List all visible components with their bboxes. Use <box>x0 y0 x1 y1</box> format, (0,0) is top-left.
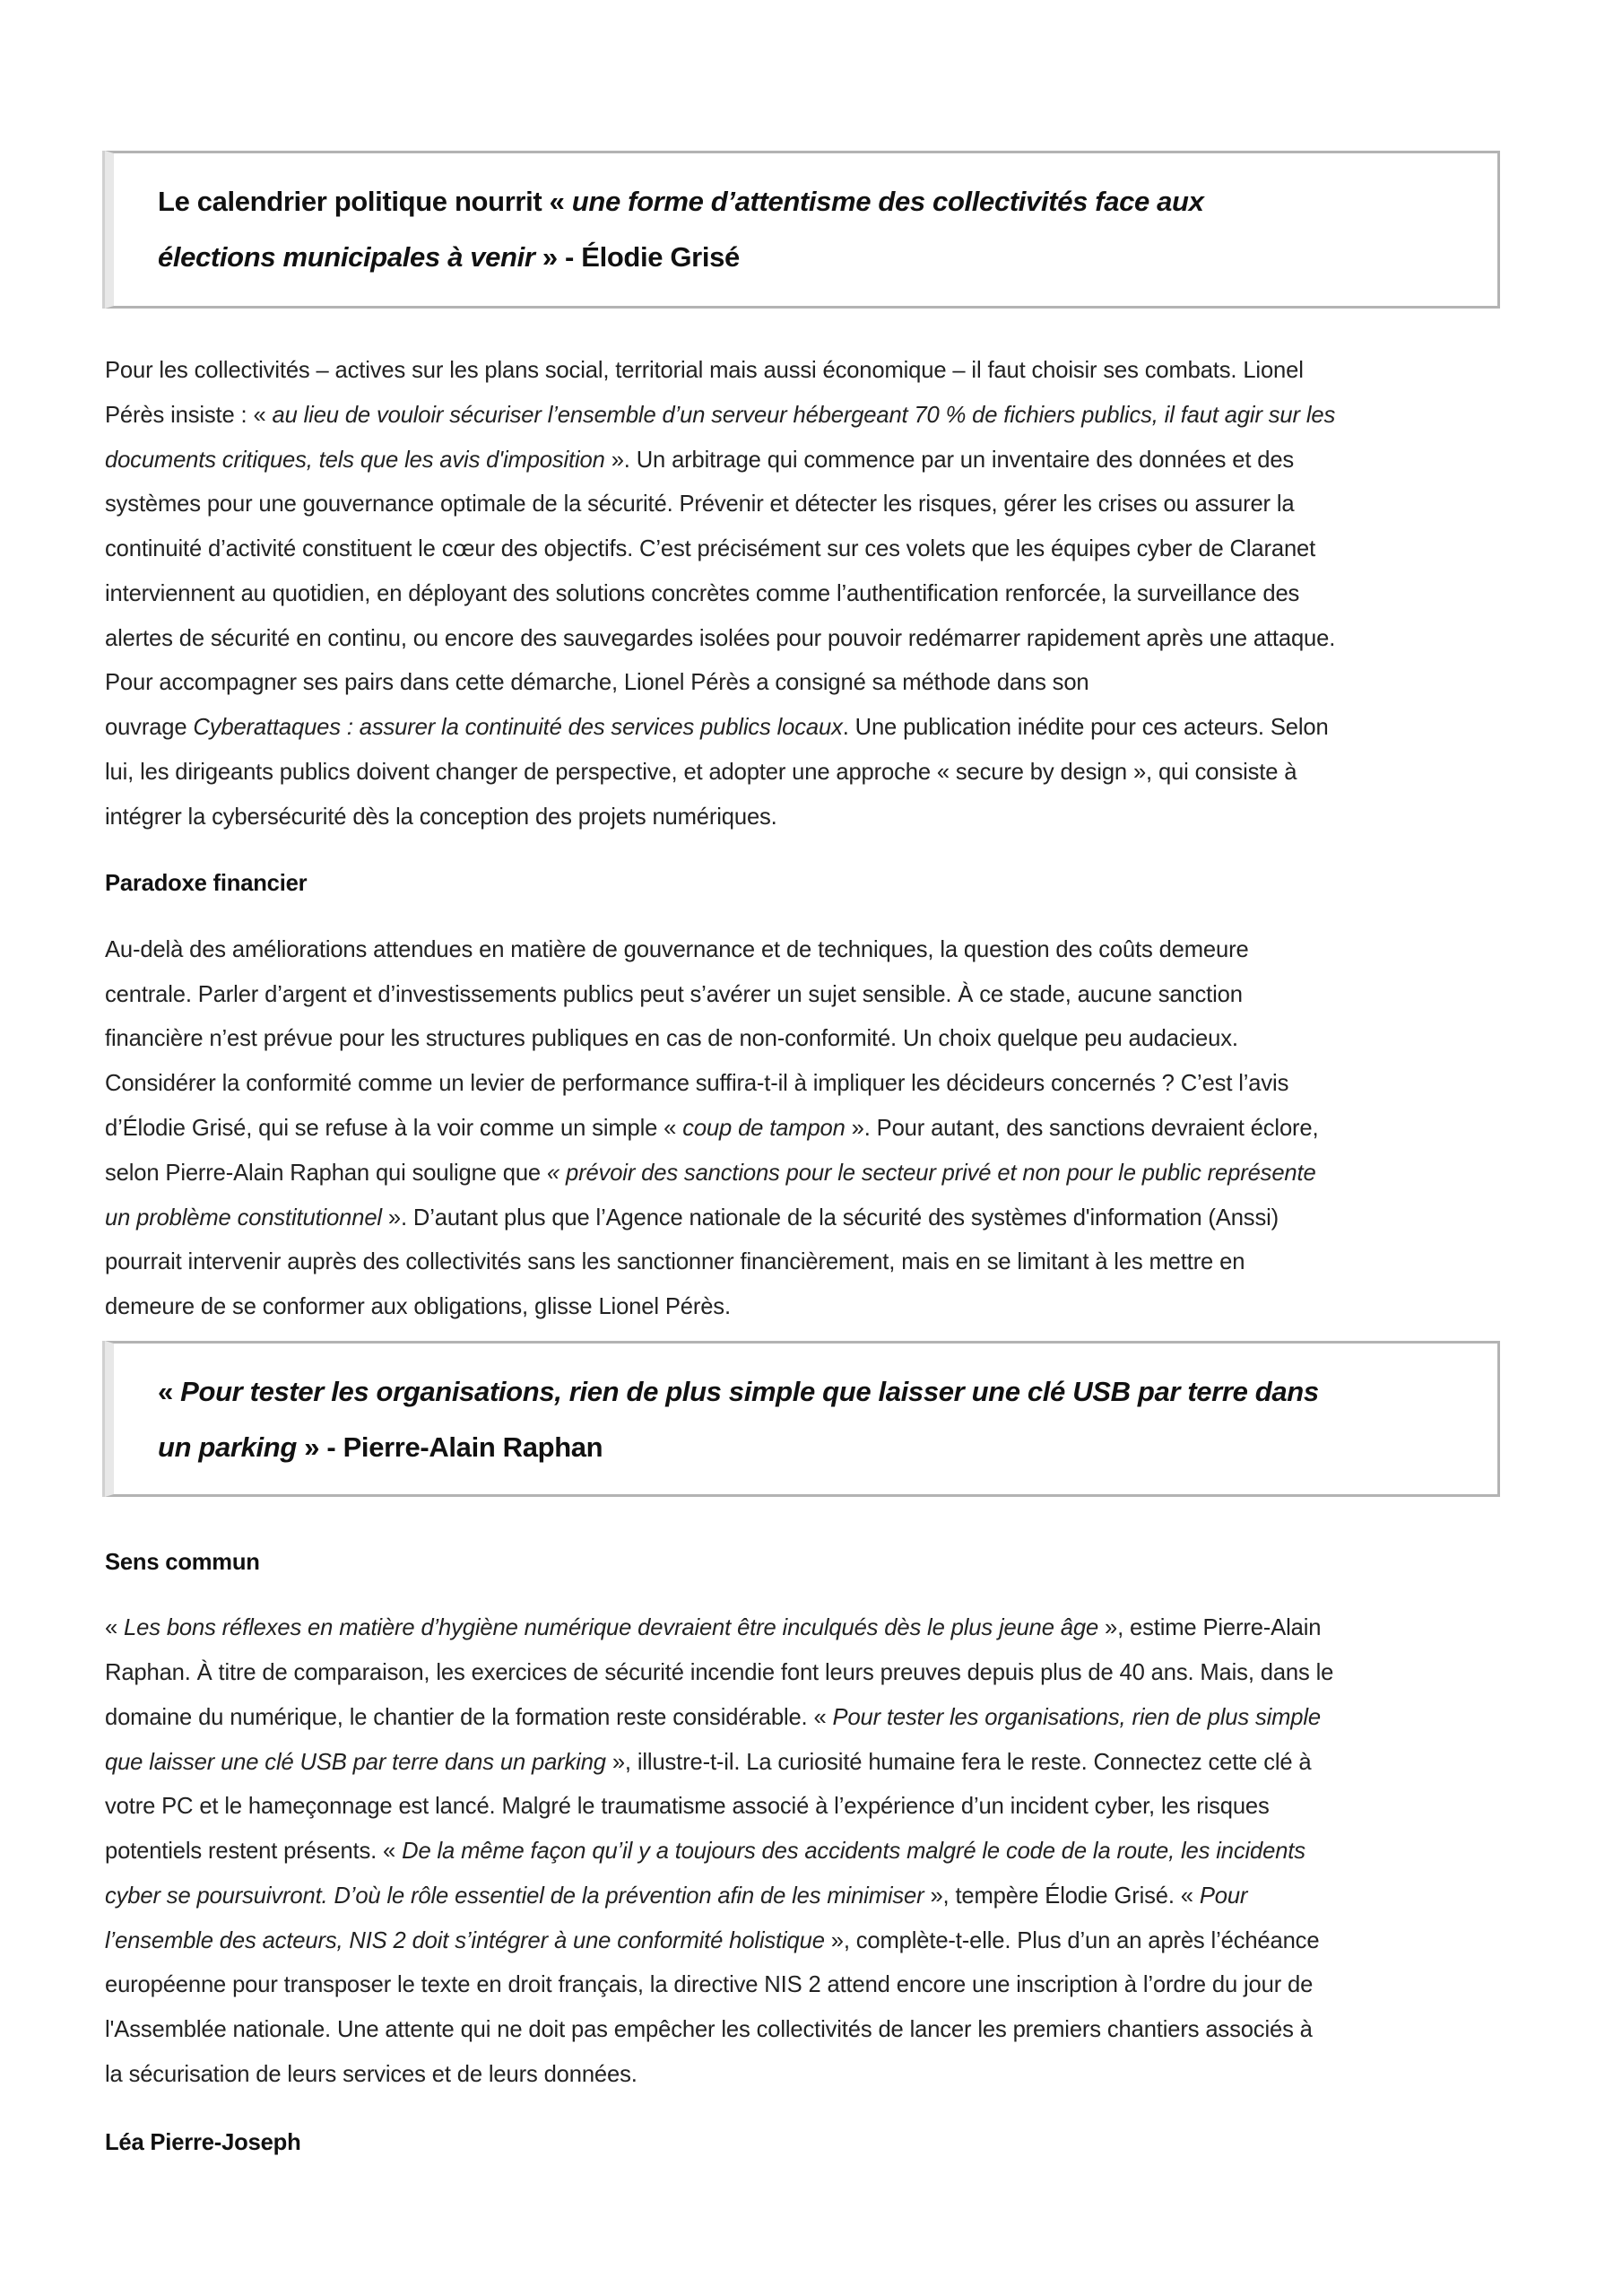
section-heading: Sens commun <box>105 1550 260 1575</box>
text-run: Pour les collectivités – actives sur les plans social, territorial mais aussi économique – il faut choisir ses combats. Lionel <box>105 358 1304 383</box>
paragraph-line <box>105 1657 1333 1688</box>
text-run: », complète-t-elle. Plus d’un an après l’échéance <box>824 1928 1320 1953</box>
text-run: ». D’autant plus que l’Agence nationale de la sécurité des systèmes d'information (Anssi) <box>381 1205 1279 1231</box>
text-run: . Une publication inédite pour ces acteurs. Selon <box>842 715 1329 740</box>
paragraph-line <box>105 1113 1318 1144</box>
text-run: selon Pierre-Alain Raphan qui souligne que <box>105 1161 547 1186</box>
pull-quote-box <box>105 151 1500 309</box>
text-run: lui, les dirigeants publics doivent changer de perspective, et adopter une approche « secure by design », qui consiste à <box>105 760 1297 785</box>
quoted-text: l’ensemble des acteurs, NIS 2 doit s’intégrer à une conformité holistique <box>105 1928 825 1953</box>
text-run: systèmes pour une gouvernance optimale de la sécurité. Prévenir et détecter les risques, gérer les crises ou assurer la <box>105 491 1295 517</box>
text-run: potentiels restent présents. « <box>105 1839 403 1864</box>
text-run: « <box>105 1615 125 1640</box>
text-run: » - Pierre-Alain Raphan <box>296 1431 603 1463</box>
pull-quote-line <box>158 184 1204 220</box>
text-run: intégrer la cybersécurité dès la conception des projets numériques. <box>105 804 777 830</box>
quoted-text: Pour <box>1199 1883 1248 1909</box>
text-run: », illustre-t-il. La curiosité humaine fera le reste. Connectez cette clé à <box>605 1750 1312 1775</box>
paragraph-line <box>105 445 1294 475</box>
paragraph-line <box>105 1926 1319 1956</box>
pull-quote-line <box>158 239 740 275</box>
text-run: pourrait intervenir auprès des collectivités sans les sanctionner financièrement, mais en se limitant à les mettre en <box>105 1249 1245 1274</box>
text-run: Considérer la conformité comme un levier de performance suffira-t-il à impliquer les décideurs concernés ? C’est l’avis <box>105 1071 1289 1096</box>
text-run: ». Un arbitrage qui commence par un inventaire des données et des <box>604 448 1295 473</box>
paragraph-line <box>105 1702 1321 1733</box>
paragraph-line <box>105 1881 1247 1911</box>
text-run: ouvrage <box>105 715 194 740</box>
paragraph-line <box>105 1023 1238 1054</box>
quoted-text: Pour tester les organisations, rien de plus simple <box>832 1705 1321 1730</box>
paragraph-line <box>105 1836 1305 1866</box>
quoted-text: que laisser une clé USB par terre dans un parking <box>105 1750 606 1775</box>
paragraph-line <box>105 1613 1321 1643</box>
text-run: financière n’est prévue pour les structures publiques en cas de non-conformité. Un choix quelque peu audacieux. <box>105 1026 1238 1051</box>
text-run: « <box>158 1376 181 1407</box>
text-run: ». Pour autant, des sanctions devraient éclore, <box>845 1116 1319 1141</box>
quoted-text: une forme d’attentisme des collectivités face aux <box>571 186 1204 217</box>
quoted-text: documents critiques, tels que les avis d'imposition <box>105 448 605 473</box>
quoted-text: cyber se poursuivront. D’où le rôle essentiel de la prévention afin de les minimiser <box>105 1883 924 1909</box>
paragraph-line <box>105 355 1304 386</box>
text-run: la sécurisation de leurs services et de leurs données. <box>105 2062 638 2087</box>
text-run: continuité d’activité constituent le cœur des objectifs. C’est précisément sur ces volets que les équipes cyber de Claranet <box>105 536 1316 561</box>
text-run: », tempère Élodie Grisé. « <box>924 1883 1200 1909</box>
text-run: », estime Pierre-Alain <box>1098 1615 1322 1640</box>
text-run: alertes de sécurité en continu, ou encore des sauvegardes isolées pour pouvoir redémarrer rapidement après une attaque. <box>105 626 1336 651</box>
quoted-text: Les bons réflexes en matière d’hygiène numérique devraient être inculqués dès le plus jeune âge <box>124 1615 1099 1640</box>
quoted-text: De la même façon qu’il y a toujours des accidents malgré le code de la route, les incidents <box>402 1839 1305 1864</box>
paragraph-line <box>105 623 1335 654</box>
paragraph-line <box>105 2014 1313 2045</box>
paragraph-line <box>105 578 1299 609</box>
paragraph-line <box>105 667 1089 698</box>
paragraph-line <box>105 757 1297 787</box>
text-run: » - Élodie Grisé <box>534 241 740 273</box>
text-run: Le calendrier politique nourrit « <box>158 186 572 217</box>
quoted-text: « prévoir des sanctions pour le secteur privé et non pour le public représente <box>546 1161 1316 1186</box>
quoted-text: au lieu de vouloir sécuriser l’ensemble d’un serveur hébergeant 70 % de fichiers publics, il faut agir sur les <box>272 403 1336 428</box>
text-run: votre PC et le hameçonnage est lancé. Malgré le traumatisme associé à l’expérience d’un incident cyber, les risques <box>105 1794 1270 1819</box>
quoted-text: un parking <box>158 1431 297 1463</box>
paragraph-line <box>105 1203 1279 1233</box>
quoted-text: un problème constitutionnel <box>105 1205 382 1231</box>
quoted-text: élections municipales à venir <box>158 241 535 273</box>
paragraph-line <box>105 712 1329 743</box>
quoted-text: coup de tampon <box>682 1116 846 1141</box>
text-run: Pérès insiste : « <box>105 403 273 428</box>
paragraph-line <box>105 935 1249 965</box>
text-run: Raphan. À titre de comparaison, les exercices de sécurité incendie font leurs preuves depuis plus de 40 ans. Mais, dans le <box>105 1660 1334 1685</box>
paragraph-line <box>105 1747 1312 1778</box>
paragraph-line <box>105 1158 1316 1188</box>
text-run: demeure de se conformer aux obligations, glisse Lionel Pérès. <box>105 1294 731 1319</box>
paragraph-line <box>105 979 1243 1010</box>
paragraph-line <box>105 2059 638 2090</box>
paragraph-line <box>105 400 1335 430</box>
text-run: interviennent au quotidien, en déployant des solutions concrètes comme l’authentification renforcée, la surveillance des <box>105 581 1300 606</box>
pull-quote-line <box>158 1374 1319 1410</box>
author-byline: Léa Pierre-Joseph <box>105 2130 301 2155</box>
paragraph-line <box>105 1791 1270 1822</box>
quoted-text: Cyberattaques : assurer la continuité des services publics locaux <box>193 715 843 740</box>
text-run: l'Assemblée nationale. Une attente qui ne doit pas empêcher les collectivités de lancer les premiers chantiers associés à <box>105 2017 1313 2042</box>
paragraph-line <box>105 1970 1313 2000</box>
text-run: centrale. Parler d’argent et d’investissements publics peut s’avérer un sujet sensible. À ce stade, aucune sanction <box>105 982 1243 1007</box>
pull-quote-line <box>158 1430 603 1465</box>
text-run: européenne pour transposer le texte en droit français, la directive NIS 2 attend encore une inscription à l’ordre du jour de <box>105 1972 1314 1997</box>
section-heading: Paradoxe financier <box>105 871 308 896</box>
paragraph-line <box>105 802 777 832</box>
text-run: d’Élodie Grisé, qui se refuse à la voir comme un simple « <box>105 1116 683 1141</box>
pull-quote-box <box>105 1341 1500 1497</box>
paragraph-line <box>105 489 1295 519</box>
quoted-text: Pour tester les organisations, rien de plus simple que laisser une clé USB par terre dans <box>180 1376 1319 1407</box>
paragraph-line <box>105 1068 1288 1099</box>
text-run: Pour accompagner ses pairs dans cette démarche, Lionel Pérès a consigné sa méthode dans son <box>105 670 1089 695</box>
text-run: domaine du numérique, le chantier de la formation reste considérable. « <box>105 1705 833 1730</box>
paragraph-line <box>105 534 1315 564</box>
text-run: Au-delà des améliorations attendues en matière de gouvernance et de techniques, la question des coûts demeure <box>105 937 1249 962</box>
paragraph-line <box>105 1292 731 1322</box>
paragraph-line <box>105 1247 1245 1277</box>
